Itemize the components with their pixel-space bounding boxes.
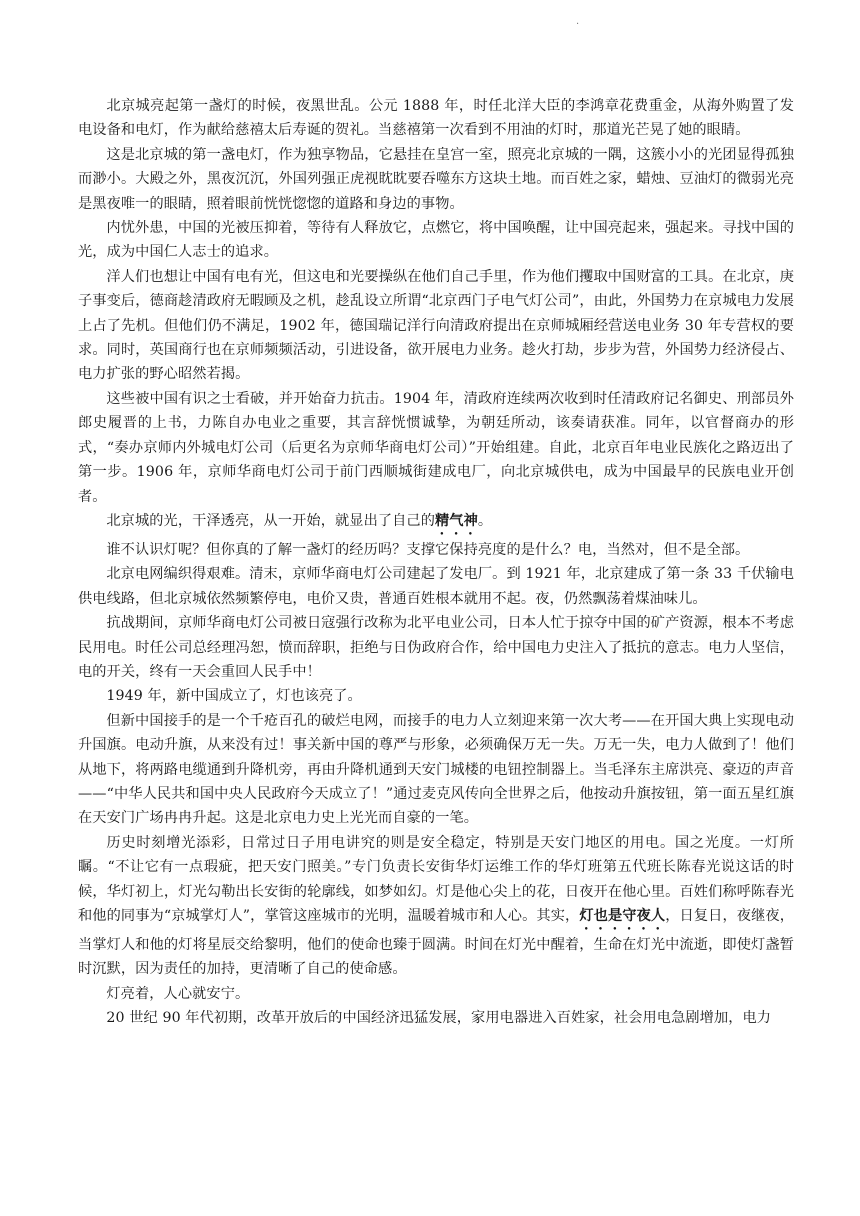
paragraph-1: 北京城亮起第一盏灯的时候，夜黑世乱。公元 1888 年，时任北洋大臣的李鸿章花费重金，从海外购置了发电设备和电灯，作为献给慈禧太后寿诞的贺礼。当慈禧第一次看到不用油的灯时，那道光芒晃了她的眼睛。 bbox=[78, 98, 794, 139]
emphasis-night-watchman: 灯也是守夜人 bbox=[579, 908, 666, 924]
paragraph-7: 谁不认识灯呢？但你真的了解一盏灯的经历吗？支撑它保持亮度的是什么？电，当然对，但不是全部。 bbox=[106, 541, 750, 558]
paragraph-12 bbox=[78, 831, 794, 982]
paragraph-3: 内忧外患，中国的光被压抑着，等待有人释放它，点燃它，将中国唤醒，让中国亮起来，强起来。寻找中国的光，成为中国仁人志士的追求。 bbox=[78, 220, 794, 261]
paragraph-4: 洋人们也想让中国有电有光，但这电和光要操纵在他们自己手里，作为他们攫取中国财富的工具。在北京，庚子事变后，德商趁清政府无暇顾及之机，趁乱设立所谓“北京西门子电气灯公司”，由此，外国势力在京城电力发展上占了先机。但他们仍不满足，1902 年，德国瑞记洋行向清政府提出在京师城厢经营送电业务 30 年专营权的要求。同时，英国商行也在京师频频活动，引进设备，欲开展电力业务。趁火打劫，步步为营，外国势力经济侵占、电力扩张的野心昭然若揭。 bbox=[78, 268, 794, 383]
paragraph-6-text: 北京城的光，干泽透亮，从一开始，就显出了自己的 bbox=[106, 512, 436, 529]
paragraph-6 bbox=[78, 509, 794, 538]
emphasis-spirit: 精气神 bbox=[435, 512, 478, 529]
paragraph-13: 灯亮着，人心就安宁。 bbox=[106, 985, 250, 1002]
paragraph-11: 但新中国接手的是一个千疮百孔的破烂电网，而接手的电力人立刻迎来第一次大考——在开国大典上实现电动升国旗。电动升旗，从来没有过！事关新中国的尊严与形象，必须确保万无一失。万无一失，电力人做到了！他们从地下，将两路电缆通到升降机旁，再由升降机通到天安门城楼的电钮控制器上。当毛泽东主席洪亮、豪迈的声音——“中华人民共和国中央人民政府今天成立了！”通过麦克风传向全世界之后，他按动升旗按钮，第一面五星红旗在天安门广场冉冉升起。这是北京电力史上光光而自豪的一笔。 bbox=[78, 712, 794, 827]
page-mark: . bbox=[576, 16, 580, 27]
paragraph-9: 抗战期间，京师华商电灯公司被日寇强行改称为北平电业公司，日本人忙于掠夺中国的矿产资源，根本不考虑民用电。时任公司总经理冯恕，愤而辞职，拒绝与日伪政府合作，给中国电力史注入了抵抗的意志。电力人坚信，电的开关，终有一天会重回人民手中！ bbox=[78, 615, 794, 680]
paragraph-10: 1949 年，新中国成立了，灯也该亮了。 bbox=[106, 688, 362, 705]
paragraph-8: 北京电网编织得艰难。清末，京师华商电灯公司建起了发电厂。到 1921 年，北京建成了第一条 33 千伏输电供电线路，但北京城依然频繁停电，电价又贵，普通百姓根本就用不起。夜，仍然飘荡着煤油味儿。 bbox=[78, 566, 794, 607]
paragraph-2: 这是北京城的第一盏电灯，作为独享物品，它悬挂在皇宫一室，照亮北京城的一隅，这簇小小的光团显得孤独而渺小。大殿之外，黑夜沉沉，外国列强正虎视眈眈要吞噬东方这块土地。而百姓之家，蜡烛、豆油灯的微弱光亮是黑夜唯一的眼睛，照着眼前恍恍惚惚的道路和身边的事物。 bbox=[78, 146, 794, 212]
paragraph-12-end: ，日复日，夜继夜，当掌灯人和他的灯将星辰交给黎明，他们的使命也臻于圆满。时间在灯光中醒着，生命在灯光中流逝，即使灯盏暂时沉默，因为责任的加持，更清晰了自己的使命感。 bbox=[78, 908, 794, 978]
paragraph-14: 20 世纪 90 年代初期，改革开放后的中国经济迅猛发展，家用电器进入百姓家，社会用电急剧增加，电力 bbox=[106, 1010, 772, 1027]
paragraph-6-end: 。 bbox=[477, 512, 493, 529]
paragraph-12-text: 历史时刻增光添彩，日常过日子用电讲究的则是安全稳定，特别是天安门地区的用电。国之光度。一灯所瞩。“不让它有一点瑕疵，把天安门照美。”专门负责长安街华灯运维工作的华灯班第五代班长陈春光说这话的时候，华灯初上，灯光勾勒出长安街的轮廓线，如梦如幻。灯是他心尖上的花，日夜开在他心里。百姓们称呼陈春光和他的同事为“京城掌灯人”，掌管这座城市的光明，温暖着城市和人心。其实， bbox=[78, 834, 794, 924]
article-body bbox=[78, 94, 794, 1031]
paragraph-5: 这些被中国有识之士看破，并开始奋力抗击。1904 年，清政府连续两次收到时任清政府记名御史、刑部员外郎史履晋的上书，力陈自办电业之重要，其言辞恍惯诚挚，为朝廷所动，该奏请获准。同年，以官督商办的形式，“奏办京师内外城电灯公司（后更名为京师华商电灯公司）”开始组建。自此，北京百年电业民族化之路迈出了第一步。1906 年，京师华商电灯公司于前门西顺城街建成电厂，向北京城供电，成为中国最早的民族电业开创者。 bbox=[78, 390, 794, 505]
